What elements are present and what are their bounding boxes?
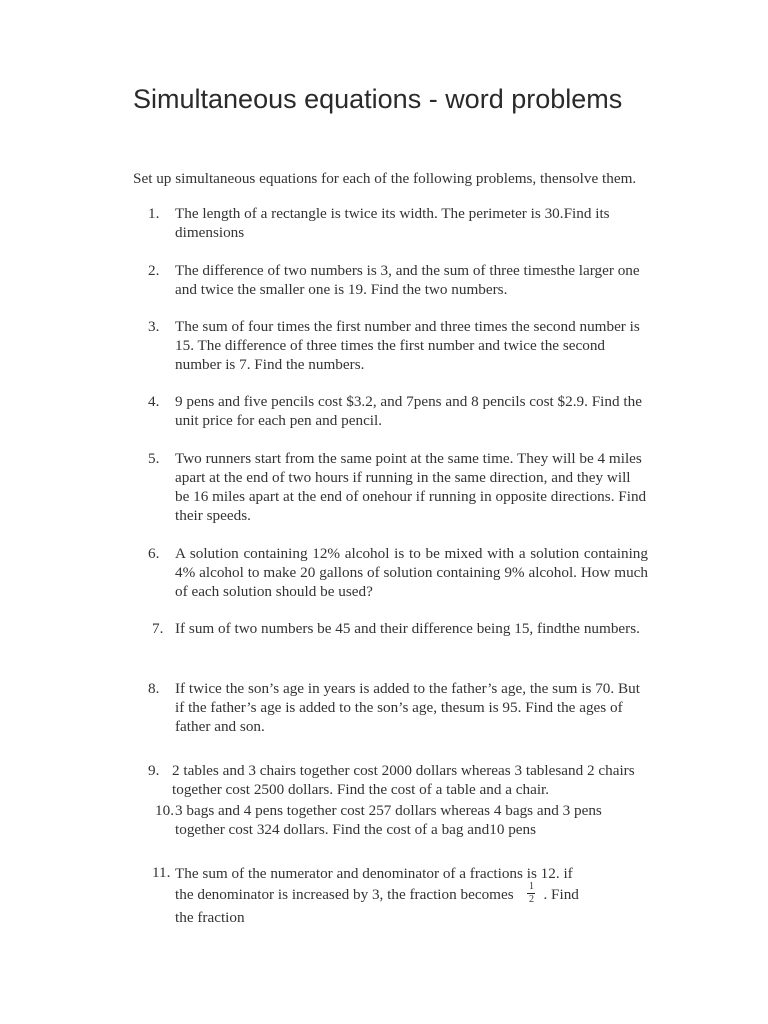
fraction-numerator: 1 [528, 881, 534, 893]
problem-text-end: . Find the fraction [175, 886, 579, 927]
problem-7 [152, 619, 652, 638]
problem-text: A solution containing 12% alcohol is to be mixed with a solution containing 4% alcohol to make 20 gallons of solution containing 9% alcohol. How much of each solution should be used? [175, 545, 648, 600]
problem-text: The sum of four times the first number and three times the second number is 15. The difference of three times the first number and twice the second number is 7. Find the numbers. [175, 318, 640, 373]
problem-number: 10. [155, 802, 174, 819]
problem-number: 5. [148, 450, 160, 467]
problem-number: 11. [152, 864, 171, 881]
problem-number: 7. [152, 620, 164, 637]
problem-number: 3. [148, 318, 160, 335]
problem-11 [148, 863, 593, 928]
problem-text: 9 pens and five pencils cost $3.2, and 7pens and 8 pencils cost $2.9. Find the unit price for each pen and pencil. [175, 393, 642, 429]
problem-6 [148, 544, 648, 601]
problem-text: 2 tables and 3 chairs together cost 2000 dollars whereas 3 tablesand 2 chairs together cost 2500 dollars. Find the cost of a table and a chair. [172, 762, 635, 798]
problem-9 [148, 761, 648, 799]
problem-text: The length of a rectangle is twice its width. The perimeter is 30.Find its dimensions [175, 205, 610, 241]
problem-number: 9. [148, 762, 160, 779]
fraction-denominator: 2 [528, 894, 534, 906]
problem-number: 8. [148, 680, 160, 697]
problem-text: If twice the son’s age in years is added to the father’s age, the sum is 70. But if the father’s age is added to the son’s age, thesum is 95. Find the ages of father and son. [175, 680, 640, 735]
problem-number: 4. [148, 393, 160, 410]
problem-1 [148, 204, 648, 242]
problem-4 [148, 392, 648, 430]
problem-text: The sum of the numerator and denominator of a fractions is 12. if the denominator is increased by 3, the fraction becomes [175, 865, 573, 903]
problem-3 [148, 317, 648, 374]
instructions: Set up simultaneous equations for each of the following problems, thensolve them. [133, 170, 637, 187]
problem-2 [148, 261, 648, 299]
problem-text: 3 bags and 4 pens together cost 257 dollars whereas 4 bags and 3 pens together cost 324 dollars. Find the cost of a bag and10 pens [175, 802, 602, 838]
page-title: Simultaneous equations - word problems [133, 84, 623, 114]
problem-number: 1. [148, 205, 160, 222]
problem-text: The difference of two numbers is 3, and the sum of three timesthe larger one and twice the smaller one is 19. Find the two numbers. [175, 262, 640, 298]
fraction-one-half [527, 882, 535, 905]
problem-10 [155, 801, 655, 839]
problem-text: If sum of two numbers be 45 and their difference being 15, findthe numbers. [175, 620, 640, 637]
problem-number: 6. [148, 545, 160, 562]
problem-8 [148, 679, 648, 736]
problem-text: Two runners start from the same point at the same time. They will be 4 miles apart at the end of two hours if running in the same direction, and they will be 16 miles apart at the end of onehour if running in opposite directions. Find their speeds. [175, 450, 647, 524]
problem-5 [148, 449, 648, 525]
problem-number: 2. [148, 262, 160, 279]
